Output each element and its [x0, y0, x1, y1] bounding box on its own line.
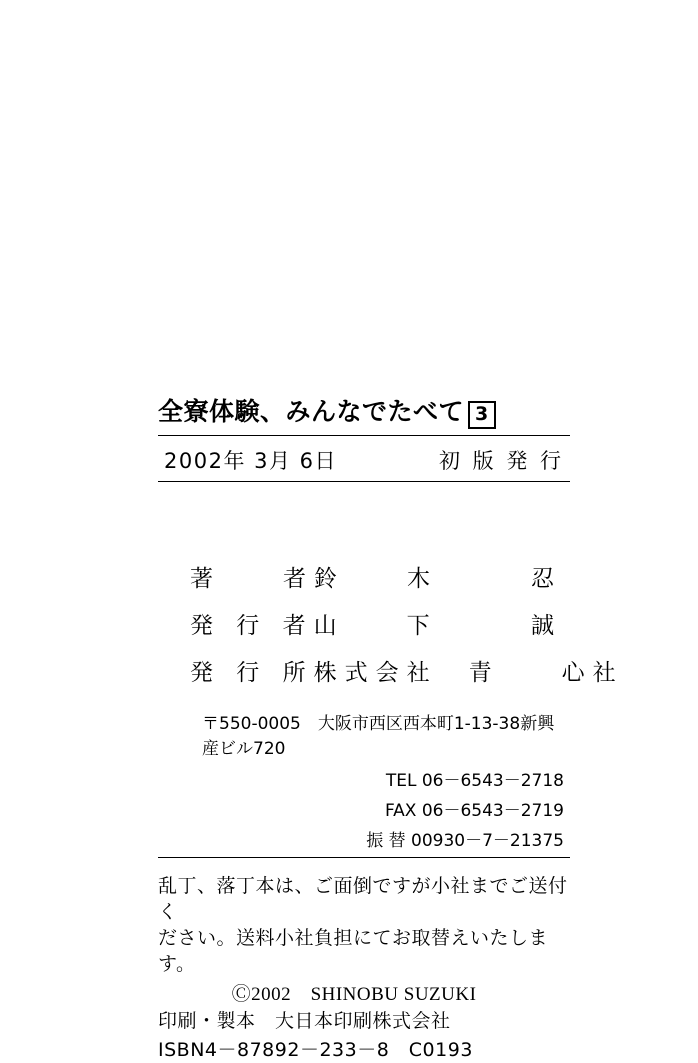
staff-row: [158, 607, 570, 640]
staff-role: 発 行 所: [190, 660, 314, 686]
furikae-account: 振 替 00930－7－21375: [366, 831, 564, 851]
staff-name-suffix: 忍: [531, 566, 562, 592]
divider-under-date: [158, 481, 570, 482]
staff-block: [158, 560, 624, 687]
return-policy-line-1: 乱丁、落丁本は、ご面倒ですが小社までご送付く: [158, 875, 568, 923]
colophon-block: [158, 392, 624, 1063]
publication-date: 2002年 3月 6日: [164, 449, 338, 473]
divider-above-notes: [158, 857, 570, 858]
postal-address: 〒550-0005 大阪市西区西本町1-13-38新興産ビル720: [202, 714, 555, 759]
staff-row: [158, 654, 624, 687]
return-policy-line-2: ださい。送料小社負担にてお取替えいたします。: [158, 927, 549, 975]
copyright-notice: Ⓒ2002 SHINOBU SUZUKI: [231, 983, 477, 1005]
staff-name: 株式会社 青 心: [313, 660, 593, 686]
isbn-code: ISBN4－87892－233－8 C0193: [158, 1038, 473, 1061]
staff-name-suffix: 誠: [531, 613, 562, 639]
staff-name: 山 下: [313, 613, 438, 639]
printing-company: 印刷・製本 大日本印刷株式会社: [158, 1010, 451, 1033]
staff-name-suffix: 社: [592, 660, 624, 686]
book-title: 全寮体験、みんなでたべて: [158, 397, 465, 426]
publication-date-row: [158, 436, 570, 475]
telephone-number: TEL 06－6543－2718: [385, 771, 564, 791]
staff-role: 発 行 者: [190, 613, 314, 639]
staff-row: [158, 560, 570, 593]
fax-number: FAX 06－6543－2719: [384, 801, 564, 821]
notes-block: [158, 874, 570, 1063]
edition-label: 初 版 発 行: [438, 449, 564, 473]
staff-name: 鈴 木: [314, 566, 438, 592]
staff-role: 著 者: [190, 566, 314, 592]
volume-number: 3: [468, 401, 496, 429]
publisher-address-block: [158, 709, 570, 851]
title-row: [158, 392, 570, 429]
